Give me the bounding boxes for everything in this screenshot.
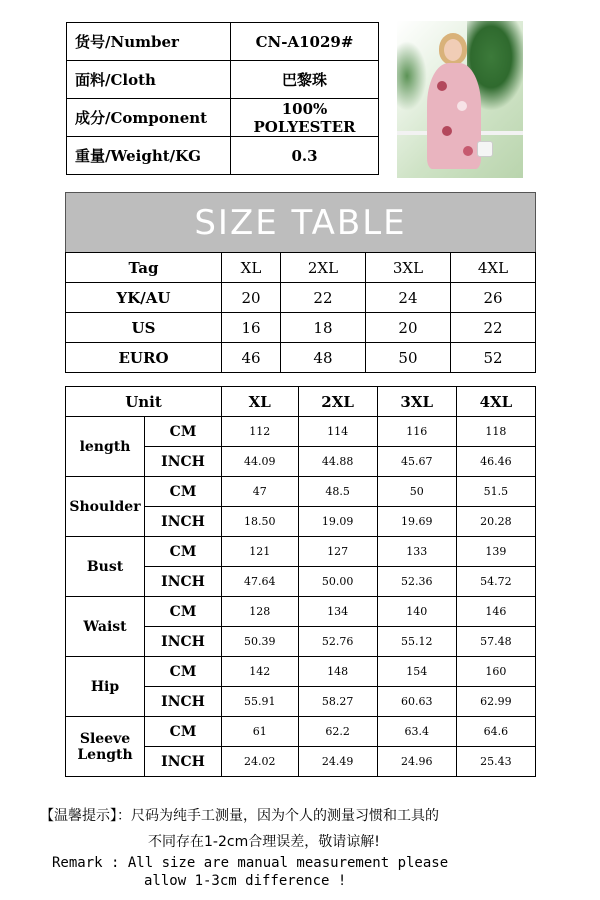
size-header: XL <box>222 387 299 417</box>
measure-part: Shoulder <box>66 477 145 537</box>
cm-value: 64.6 <box>456 717 535 747</box>
cm-label: CM <box>145 537 222 567</box>
inch-label: INCH <box>145 567 222 597</box>
remark-line1: Remark : All size are manual measurement please <box>52 855 449 871</box>
cm-label: CM <box>145 477 222 507</box>
measure-header-row <box>66 387 536 417</box>
size-cell: 22 <box>450 313 535 343</box>
inch-value: 18.50 <box>222 507 299 537</box>
size-table-title: SIZE TABLE <box>65 192 536 253</box>
size-cell: 26 <box>450 283 535 313</box>
inch-label: INCH <box>145 447 222 477</box>
remark-line2: allow 1-3cm difference ! <box>144 873 347 889</box>
cm-value: 48.5 <box>298 477 377 507</box>
inch-value: 57.48 <box>456 627 535 657</box>
inch-value: 55.12 <box>377 627 456 657</box>
inch-value: 19.69 <box>377 507 456 537</box>
cm-value: 121 <box>222 537 299 567</box>
size-cell: XL <box>222 253 281 283</box>
size-cell: 4XL <box>450 253 535 283</box>
info-row <box>67 137 379 175</box>
inch-value: 20.28 <box>456 507 535 537</box>
size-row-label: YK/AU <box>66 283 222 313</box>
cm-value: 51.5 <box>456 477 535 507</box>
inch-value: 44.88 <box>298 447 377 477</box>
unit-header: Unit <box>66 387 222 417</box>
inch-label: INCH <box>145 687 222 717</box>
measure-row-cm <box>66 657 536 687</box>
info-value: CN-A1029# <box>231 23 379 61</box>
size-row-label: Tag <box>66 253 222 283</box>
measure-part: Sleeve Length <box>66 717 145 777</box>
inch-label: INCH <box>145 627 222 657</box>
inch-value: 46.46 <box>456 447 535 477</box>
cm-value: 61 <box>222 717 299 747</box>
size-cell: 52 <box>450 343 535 373</box>
size-cell: 50 <box>365 343 450 373</box>
cm-value: 62.2 <box>298 717 377 747</box>
info-label: 成分/Component <box>67 99 231 137</box>
cm-value: 146 <box>456 597 535 627</box>
size-header: 3XL <box>377 387 456 417</box>
info-row <box>67 61 379 99</box>
cm-value: 154 <box>377 657 456 687</box>
cm-label: CM <box>145 657 222 687</box>
cm-value: 133 <box>377 537 456 567</box>
inch-value: 47.64 <box>222 567 299 597</box>
size-cell: 22 <box>280 283 365 313</box>
inch-value: 45.67 <box>377 447 456 477</box>
size-row <box>66 313 536 343</box>
inch-value: 50.00 <box>298 567 377 597</box>
measure-row-cm <box>66 537 536 567</box>
info-label: 面料/Cloth <box>67 61 231 99</box>
inch-value: 19.09 <box>298 507 377 537</box>
size-header: 2XL <box>298 387 377 417</box>
size-cell: 16 <box>222 313 281 343</box>
cm-label: CM <box>145 417 222 447</box>
size-cell: 2XL <box>280 253 365 283</box>
inch-value: 58.27 <box>298 687 377 717</box>
product-info-table <box>66 22 379 175</box>
size-cell: 24 <box>365 283 450 313</box>
cm-value: 116 <box>377 417 456 447</box>
size-row-label: EURO <box>66 343 222 373</box>
info-row <box>67 99 379 137</box>
inch-value: 24.49 <box>298 747 377 777</box>
size-cell: 18 <box>280 313 365 343</box>
cm-value: 47 <box>222 477 299 507</box>
size-row <box>66 283 536 313</box>
cn-notice-line1: 【温馨提示】：尺码为纯手工测量，因为个人的测量习惯和工具的 <box>40 808 439 824</box>
size-cell: 46 <box>222 343 281 373</box>
size-cell: 20 <box>222 283 281 313</box>
size-conversion-table <box>65 252 536 373</box>
cm-value: 134 <box>298 597 377 627</box>
inch-value: 25.43 <box>456 747 535 777</box>
inch-label: INCH <box>145 507 222 537</box>
size-cell: 3XL <box>365 253 450 283</box>
measure-row-cm <box>66 597 536 627</box>
measure-part: Waist <box>66 597 145 657</box>
cn-notice-line2: 不同存在1-2cm合理误差，敬请谅解! <box>148 834 380 850</box>
measurement-table <box>65 386 536 777</box>
info-label: 货号/Number <box>67 23 231 61</box>
cm-value: 118 <box>456 417 535 447</box>
inch-value: 60.63 <box>377 687 456 717</box>
measure-part: Hip <box>66 657 145 717</box>
cm-value: 148 <box>298 657 377 687</box>
size-cell: 20 <box>365 313 450 343</box>
info-row <box>67 23 379 61</box>
size-header: 4XL <box>456 387 535 417</box>
inch-value: 24.96 <box>377 747 456 777</box>
inch-value: 44.09 <box>222 447 299 477</box>
inch-label: INCH <box>145 747 222 777</box>
cm-label: CM <box>145 717 222 747</box>
cm-label: CM <box>145 597 222 627</box>
cm-value: 63.4 <box>377 717 456 747</box>
inch-value: 62.99 <box>456 687 535 717</box>
inch-value: 52.76 <box>298 627 377 657</box>
inch-value: 52.36 <box>377 567 456 597</box>
inch-value: 55.91 <box>222 687 299 717</box>
product-photo <box>397 21 523 178</box>
cm-value: 128 <box>222 597 299 627</box>
cm-value: 139 <box>456 537 535 567</box>
measure-row-cm <box>66 477 536 507</box>
info-label: 重量/Weight/KG <box>67 137 231 175</box>
info-value: 巴黎珠 <box>231 61 379 99</box>
measure-row-cm <box>66 717 536 747</box>
cm-value: 50 <box>377 477 456 507</box>
size-row-label: US <box>66 313 222 343</box>
info-value: 100% POLYESTER <box>231 99 379 137</box>
measure-row-cm <box>66 417 536 447</box>
inch-value: 24.02 <box>222 747 299 777</box>
inch-value: 54.72 <box>456 567 535 597</box>
size-row <box>66 253 536 283</box>
cm-value: 160 <box>456 657 535 687</box>
cm-value: 114 <box>298 417 377 447</box>
cm-value: 112 <box>222 417 299 447</box>
size-row <box>66 343 536 373</box>
cm-value: 140 <box>377 597 456 627</box>
info-value: 0.3 <box>231 137 379 175</box>
inch-value: 50.39 <box>222 627 299 657</box>
measure-part: length <box>66 417 145 477</box>
size-cell: 48 <box>280 343 365 373</box>
cm-value: 127 <box>298 537 377 567</box>
measure-part: Bust <box>66 537 145 597</box>
cm-value: 142 <box>222 657 299 687</box>
